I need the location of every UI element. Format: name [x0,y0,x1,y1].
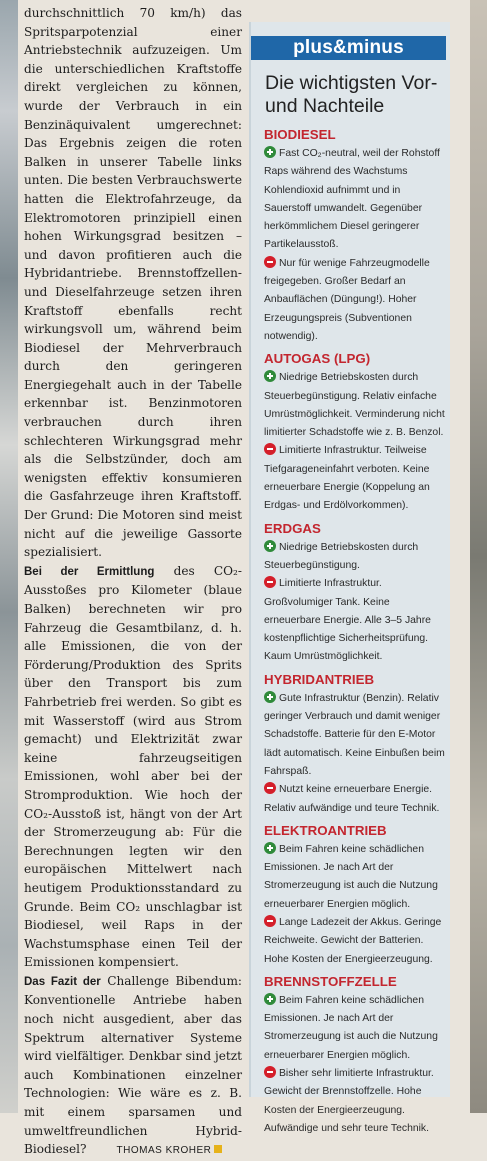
section-elektroantrieb [264,822,448,969]
item-text: Beim Fahren keine schädlichen Emissionen. Je nach Art der Stromerzeugung ist auch die Nutzung erneuerbarer Energien möglich. [264,843,438,910]
box-title: Die wichtigsten Vor- und Nachteile [265,72,438,117]
right-photo-strip [470,0,487,1113]
minus-circle-icon [264,1066,276,1078]
item-text: Gute Infrastruktur (Benzin). Relativ geringer Verbrauch und damit weniger Schadstoffe. Batterie für den E-Motor lädt automatisch. Keine Einbußen beim Fahrspaß. [264,692,445,777]
article-paragraph-1: durchschnittlich 70 km/h) das Spritsparpotenzial einer Antriebstechnik aufzuzeigen. Um die unterschiedlichen Kraftstoffe direkt vergleichen zu können, wurde der Verbrauch in ein Benzinäquivalent umgerechnet: Das Ergebnis zeigen die roten Balken in unserer Tabelle links unten. Die besten Verbrauchswerte hatten die Elektrofahrzeuge, da Elektromotoren prinzipiell einen hohen Wirkungsgrad besitzen – und davon profitieren auch die Hybridantriebe. Brennstoffzellen- und Dieselfahrzeuge setzen ihren Kraftstoff ebenfalls recht wirkungsvoll um, während beim Biodiesel der Mehrverbrauch durch den geringeren Energiegehalt auch in der Tabelle erkennbar ist. Benzinmotoren verbrauchen durch ihren schlechteren Wirkungsgrad mehr als die Selbstzünder, doch am wenigsten effektiv konsumieren die Gasfahrzeuge ihren Kraftstoff. Der Grund: Die Motoren sind meist nicht auf die jeweilige Gassorte spezialisiert. [24,6,242,560]
minus-circle-icon [264,256,276,268]
section-biodiesel [264,126,448,346]
author-byline: THOMAS KROHER [116,1145,212,1157]
plus-circle-icon [264,540,276,552]
section-title: ELEKTROANTRIEB [264,822,387,838]
article-column [24,4,242,1161]
section-brennstoffzelle [264,973,448,1138]
item-text: Nutzt keine erneuerbare Energie. Relativ aufwändige und teure Technik. [264,784,440,814]
paragraph-body: des CO₂-Ausstoßes pro Kilometer (blaue Balken) berechneten wir pro Fahrzeug die Gesamtbilanz, d. h. alle Emissionen, die von der Förderung/Produktion des Sprits über den Transport bis zum Fahrbetrieb frei werden. So gibt es mit Wasserstoff (wird aus Strom gemacht) und Elektrizität zwar keine fahrzeugseitigen Emissionen, wohl aber bei der Stromproduktion. Wie hoch der CO₂-Ausstoß ist, hängt von der Art der Stromerzeugung ab: Für die Berechnungen legten wir den europäischen Mittelwert nach heutigem Produktionsstandard zu Grunde. Beim CO₂ unschlagbar ist Biodiesel, weil Raps in der Wachstumsphase einen Teil der Emissionen kompensiert. [24,563,242,970]
advantage-item [264,369,448,442]
advantage-item [264,841,448,914]
section-title: BRENNSTOFFZELLE [264,973,397,989]
item-text: Limitierte Infrastruktur. Teilweise Tiefgarageneinfahrt verboten. Keine erneuerbare Energie (Koppelung an Erdgas- und Erdölvorkommen). [264,445,430,512]
paragraph-lead: Bei der Ermittlung [24,565,155,578]
paragraph-lead: Das Fazit der [24,975,101,988]
minus-circle-icon [264,443,276,455]
section-erdgas [264,520,448,667]
section-title: HYBRIDANTRIEB [264,671,375,687]
disadvantage-item [264,781,448,818]
plus-circle-icon [264,370,276,382]
plus-circle-icon [264,993,276,1005]
article-paragraph-2 [24,562,242,972]
disadvantage-item [264,575,448,666]
plus-circle-icon [264,146,276,158]
section-title: ERDGAS [264,520,321,536]
section-title: AUTOGAS (LPG) [264,351,371,367]
item-text: Niedrige Betriebskosten durch Steuerbegünstigung. [264,541,419,571]
disadvantage-item [264,914,448,969]
advantage-item [264,992,448,1065]
minus-circle-icon [264,782,276,794]
box-sections [264,126,448,1142]
item-text: Lange Ladezeit der Akkus. Geringe Reichweite. Gewicht der Batterien. Hohe Kosten der Energieerzeugung. [264,916,442,965]
item-text: Fast CO₂-neutral, weil der Rohstoff Raps während des Wachstums Kohlendioxid aufnimmt und in Sauerstoff umwandelt. Gegenüber herkömmlichem Diesel geringerer Partikelausstoß. [264,148,440,251]
left-photo-strip [0,0,18,1113]
advantage-item [264,539,448,576]
advantage-item [264,690,448,781]
section-autogas-lpg [264,350,448,515]
plus-circle-icon [264,842,276,854]
disadvantage-item [264,255,448,346]
disadvantage-item [264,442,448,515]
plus-circle-icon [264,691,276,703]
section-hybridantrieb [264,671,448,818]
section-title: BIODIESEL [264,127,336,142]
article-paragraph-3 [24,972,242,1161]
item-text: Bisher sehr limitierte Infrastruktur. Gewicht der Brennstoffzelle. Hohe Kosten der Energieerzeugung. Aufwändige und sehr teure Technik. [264,1068,434,1134]
end-mark-icon [214,1145,222,1153]
box-header: plus&minus [251,36,446,60]
item-text: Limitierte Infrastruktur. Großvolumiger Tank. Keine erneuerbare Energie. Alle 3–5 Jahre kostenpflichtige Sicherheitsprüfung. Kaum Umrüstmöglichkeit. [264,578,431,663]
advantage-item [264,145,448,255]
paragraph-body: Challenge Bibendum: Konventionelle Antriebe haben noch nicht ausgedient, aber das Spektrum alternativer Systeme wird vielfältiger. Denkbar sind jetzt auch Kombinationen einzelner Technologien: Wie wäre es z. B. mit einem sparsamen und umweltfreundlichen Hybrid-Biodiesel? [24,973,242,1157]
disadvantage-item [264,1065,448,1138]
plus-minus-box [249,22,450,1134]
minus-circle-icon [264,576,276,588]
item-text: Beim Fahren keine schädlichen Emissionen. Je nach Art der Stromerzeugung ist auch die Nutzung erneuerbarer Energien möglich. [264,994,438,1061]
item-text: Nur für wenige Fahrzeugmodelle freigegeben. Großer Bedarf an Anbauflächen (Düngung!). Hoher Erzeugungspreis (Subventionen notwendig). [264,257,430,342]
minus-circle-icon [264,915,276,927]
item-text: Niedrige Betriebskosten durch Steuerbegünstigung. Relativ einfache Umrüstmöglichkeit. Verminderung nicht limitierter Schadstoffe wie z. B. Benzol. [264,372,445,439]
